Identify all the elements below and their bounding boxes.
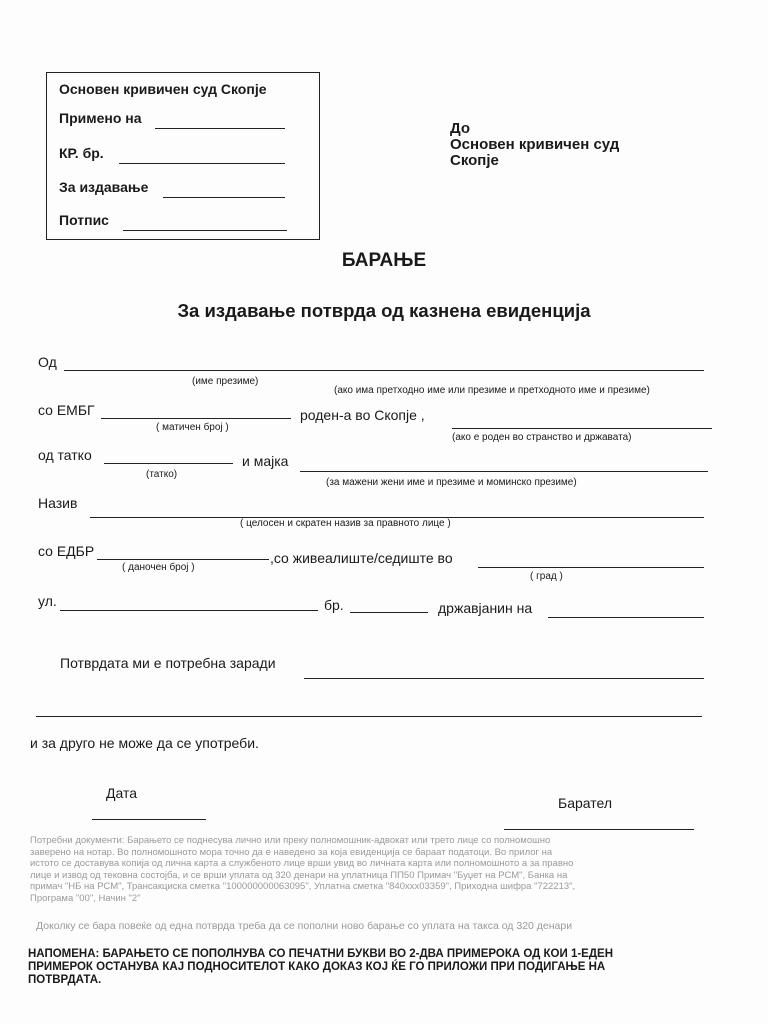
docs-line: заверено на нотар. Во полномошното мора точно да е наведено за која евиденција се бараат податоци. Во прилог на	[30, 846, 553, 858]
date-field[interactable]	[92, 819, 206, 820]
number-label: бр.	[324, 597, 344, 613]
stamp-issuance-field[interactable]	[163, 197, 285, 198]
receipt-stamp-box	[46, 72, 320, 240]
embg-field[interactable]	[101, 418, 291, 419]
entity-name-hint: ( целосен и скратен назив за правното лице )	[240, 518, 451, 529]
date-label: Дата	[106, 785, 138, 801]
docs-line: лице и извод од тековна состојба, и се врши уплата од 320 денари на уплатница ПП50 Примач "Буџет на РСМ", Банка на	[30, 869, 568, 881]
father-hint: (татко)	[146, 469, 178, 480]
edbr-field[interactable]	[97, 559, 269, 560]
number-field[interactable]	[350, 612, 428, 613]
father-label: од татко	[38, 447, 92, 463]
embg-hint: ( матичен број )	[156, 422, 229, 433]
other-use-text: и за друго не може да се употреби.	[30, 735, 259, 751]
from-hint-previous: (ако има претходно име или презиме и претходното име и презиме)	[334, 385, 650, 396]
street-field[interactable]	[60, 610, 318, 611]
extra-request-text: Доколку се бара повеќе од една потврда треба да се пополни ново барање со уплата на такса од 320 денари	[36, 920, 573, 932]
stamp-issuance-label: За издавање	[59, 179, 149, 195]
stamp-kr-label: КР. бр.	[59, 145, 104, 161]
citizen-label: државјанин на	[438, 600, 533, 616]
docs-line: примач "НБ на РСМ", Трансакциска сметка "100000000063095", Уплатна сметка "840xxx03359", Приходна шифра "722213",	[30, 881, 576, 892]
stamp-received-field[interactable]	[155, 128, 285, 129]
addressee-to: До	[450, 120, 471, 137]
mother-hint: (за мажени жени име и презиме и моминско презиме)	[326, 477, 577, 488]
stamp-kr-field[interactable]	[119, 163, 285, 164]
applicant-signature-field[interactable]	[504, 829, 694, 830]
required-documents-text	[30, 835, 750, 904]
docs-line: Потребни документи: Барањето се поднесува лично или преку полномошник-адвокат или трето лице со полномошно	[30, 835, 551, 846]
edbr-label: со ЕДБР	[38, 543, 95, 559]
addressee-city: Скопје	[450, 152, 499, 169]
from-field[interactable]	[64, 370, 704, 371]
citizenship-field[interactable]	[548, 617, 704, 618]
note-line: НАПОМЕНА: БАРАЊЕТО СЕ ПОПОЛНУВА СО ПЕЧАТНИ БУКВИ ВО 2-ДВА ПРИМЕРОКА ОД КОИ 1-ЕДЕН	[28, 948, 614, 960]
street-label: ул.	[38, 593, 57, 609]
purpose-field-2[interactable]	[36, 716, 702, 717]
note-text	[28, 948, 718, 987]
mother-label: и мајка	[242, 453, 289, 469]
entity-name-label: Назив	[38, 495, 78, 511]
stamp-signature-field[interactable]	[123, 230, 287, 231]
applicant-label: Барател	[558, 795, 612, 811]
from-label: Од	[38, 354, 57, 370]
purpose-field-1[interactable]	[304, 678, 704, 679]
born-label: роден-а во Скопје ,	[300, 407, 425, 423]
city-field[interactable]	[478, 567, 704, 568]
docs-line: Програма "00", Начин "2"	[30, 892, 141, 904]
addressee-court: Основен кривичен суд	[450, 136, 620, 153]
stamp-signature-label: Потпис	[59, 212, 109, 228]
stamp-received-label: Примено на	[59, 110, 142, 126]
mother-field[interactable]	[300, 471, 708, 472]
note-line: ПОТВРДАТА.	[28, 974, 102, 986]
note-line: ПРИМЕРОК ОСТАНУВА КАЈ ПОДНОСИТЕЛОТ КАКО ДОКАЗ КОЈ ЌЕ ГО ПРИЛОЖИ ПРИ ПОДИГАЊЕ НА	[28, 961, 606, 973]
embg-label: со ЕМБГ	[38, 402, 95, 418]
from-hint-name: (име презиме)	[192, 376, 259, 387]
edbr-hint: ( даночен број )	[122, 562, 195, 573]
residence-label: ,со живеалиште/седиште во	[270, 550, 453, 566]
document-title: БАРАЊЕ	[341, 250, 427, 271]
document-subtitle: За издавање потврда од казнена евиденција	[177, 300, 591, 321]
born-hint: (ако е роден во странство и државата)	[452, 432, 632, 443]
stamp-court-name: Основен кривичен суд Скопје	[59, 81, 267, 97]
docs-line: истото се доставува копија од лична карта а службеното лице врши увид во личната карта или полномошното а за правно	[30, 858, 574, 869]
purpose-label: Потврдата ми е потребна заради	[60, 655, 276, 671]
father-field[interactable]	[104, 463, 233, 464]
addressee-block	[450, 121, 619, 169]
birthplace-field[interactable]	[452, 428, 712, 429]
city-hint: ( град )	[530, 571, 563, 582]
